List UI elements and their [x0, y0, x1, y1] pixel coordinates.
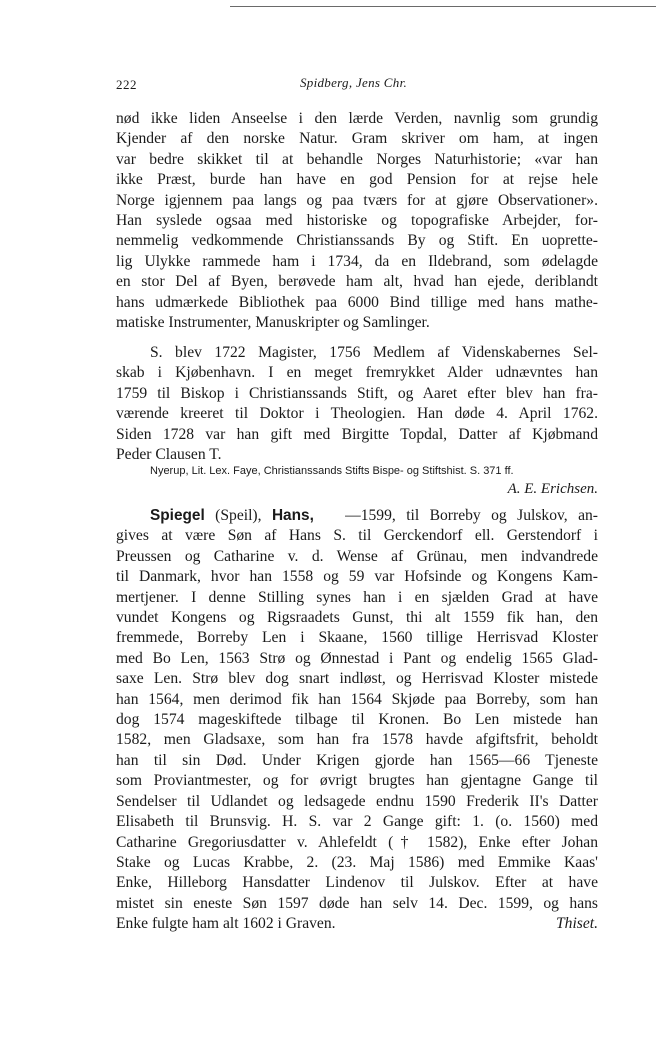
running-head: Spidberg, Jens Chr. — [300, 75, 408, 90]
text-line: en stor Del af Byen, berøvede ham alt, hvad han ejede, deriblandt — [116, 273, 598, 291]
text-line: fremmede, Borreby Len i Skaane, 1560 tillige Herrisvad Kloster — [116, 629, 598, 647]
entry-last-line: Enke fulgte ham alt 1602 i Graven. — [116, 915, 336, 933]
entry-signature: Thiset. — [555, 915, 598, 933]
text-line: Siden 1728 var han gift med Birgitte Topdal, Datter af Kjøbmand — [116, 425, 598, 443]
text-line: ikke Præst, burde han have en god Pension for at rejse hele — [116, 171, 598, 189]
text-line: var bedre skikket til at behandle Norges Naturhistorie; «var han — [116, 150, 598, 168]
text-line: Stake og Lucas Krabbe, 2. (23. Maj 1586) med Emmike Kaas' — [116, 853, 598, 871]
text-line: som Proviantmester, og for øvrigt brugtes han gjentagne Gange til — [116, 772, 598, 790]
text-line: 1582, men Gladsaxe, som han fra 1578 havde afgiftsfrit, beholdt — [116, 731, 598, 749]
text-line: S. blev 1722 Magister, 1756 Medlem af Videnskabernes Sel- — [150, 344, 598, 361]
text-line: nød ikke liden Anseelse i den lærde Verden, navnlig som grundig — [116, 110, 598, 127]
text-line: Enke, Hilleborg Hansdatter Lindenov til Julskov. Efter at have — [116, 874, 598, 892]
page-number: 222 — [116, 77, 137, 92]
entry-heading-line — [116, 506, 598, 526]
author-signature: A. E. Erichsen. — [507, 481, 598, 497]
entry-head-name: Spiegel — [150, 507, 205, 524]
text-line: mistet sin eneste Søn 1597 døde han selv 14. Dec. 1599, og hans — [116, 894, 598, 912]
entry-spiegel — [116, 506, 598, 935]
text-line: Han syslede ogsaa med historiske og topografiske Arbejder, for- — [116, 212, 598, 230]
text-line: han til sin Død. Under Krigen gjorde han 1565—66 Tjeneste — [116, 751, 598, 769]
paragraph-1 — [116, 109, 598, 333]
text-line: han 1564, men derimod fik han 1564 Skjøde paa Borreby, som han — [116, 690, 598, 708]
text-line: mertjener. I denne Stilling synes han i en sjælden Grad at have — [116, 588, 598, 606]
entry-head-given: Hans, — [271, 507, 314, 524]
text-line: vundet Kongens og Rigsraadets Gunst, thi alt 1559 fik han, den — [116, 609, 598, 627]
paragraph-2 — [116, 343, 598, 465]
text-line: 1759 til Biskop i Christianssands Stift, og Aaret efter blev han fra- — [116, 384, 598, 402]
text-line: gives at være Søn af Hans S. til Gerckendorf ell. Gerstendorf i — [116, 527, 598, 545]
text-line: Sendelser til Udlandet og ledsagede endnu 1590 Frederik II's Datter — [116, 792, 598, 810]
text-line: saxe Len. Strø blev dog snart indløst, og Herrisvad Kloster mistede — [116, 670, 598, 688]
entry-first-line: —1599, til Borreby og Julskov, an- — [345, 507, 598, 524]
text-line: Peder Clausen T. — [116, 446, 222, 464]
text-line: nemmelig vedkommende Christianssands By og Stift. En uoprette- — [116, 232, 598, 250]
references: Nyerup, Lit. Lex. Faye, Christianssands Stifts Bispe- og Stiftshist. S. 371 ff. — [150, 465, 514, 477]
text-line: dog 1574 mageskiftede tilbage til Kronen. Bo Len mistede han — [116, 711, 598, 729]
text-line: Norge igjennem paa langs og paa tværs for at gjøre Observationer». — [116, 191, 598, 209]
text-line-last — [116, 914, 598, 934]
text-line: Preussen og Catharine v. d. Wense af Grünau, men indvandrede — [116, 547, 598, 565]
text-line: hans udmærkede Bibliothek paa 6000 Bind tillige med hans mathe- — [116, 293, 598, 311]
text-line: til Danmark, hvor han 1558 og 59 var Hofsinde og Kongens Kam- — [116, 568, 598, 586]
text-line: med Bo Len, 1563 Strø og Ønnestad i Pant og endelig 1565 Glad- — [116, 649, 598, 667]
text-line: lig Ulykke rammede ham i 1734, da en Ildebrand, som ødelagde — [116, 252, 598, 270]
text-line: skab i Kjøbenhavn. I en meget fremrykket Alder udnævntes han — [116, 364, 598, 382]
text-line: Catharine Gregoriusdatter v. Ahlefeldt († 1582), Enke efter Johan — [116, 833, 598, 851]
text-line: værende kreeret til Doktor i Theologien. Han døde 4. April 1762. — [116, 405, 598, 423]
text-line: Kjender af den norske Natur. Gram skriver om ham, at ingen — [116, 130, 598, 148]
entry-head-alt: (Speil), — [215, 507, 262, 524]
text-line: matiske Instrumenter, Manuskripter og Samlinger. — [116, 314, 430, 332]
text-line: Elisabeth til Brunsvig. H. S. var 2 Gange gift: 1. (o. 1560) med — [116, 813, 598, 831]
top-rule — [230, 6, 656, 7]
